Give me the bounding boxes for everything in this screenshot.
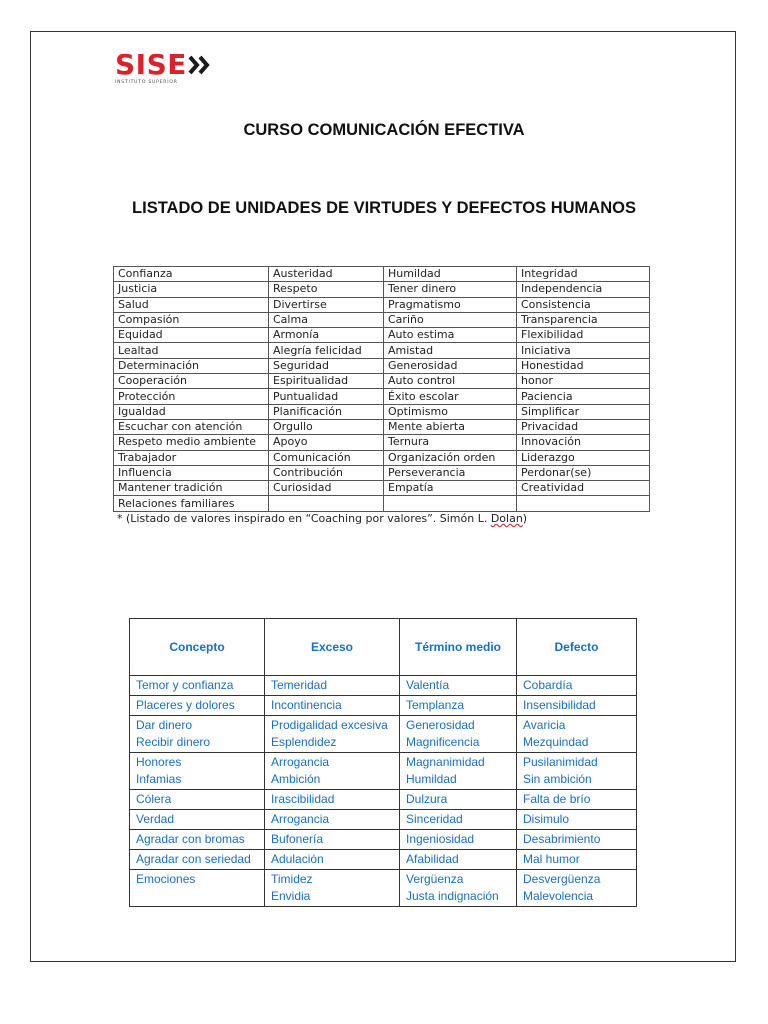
table-cell: Calma [269, 312, 384, 327]
table-row [114, 450, 650, 465]
table-cell [265, 870, 400, 907]
table-row [130, 850, 637, 870]
table-cell [517, 496, 650, 511]
table-cell: Orgullo [269, 419, 384, 434]
table-cell: Tener dinero [384, 282, 517, 297]
cell-line: Sin ambición [523, 772, 592, 786]
table-cell [400, 830, 517, 850]
table-cell: Equidad [114, 328, 269, 343]
table-cell: Apoyo [269, 435, 384, 450]
table-cell [517, 696, 637, 716]
cell-line: Placeres y dolores [136, 698, 235, 712]
table-cell: Seguridad [269, 358, 384, 373]
table-cell [265, 696, 400, 716]
table-cell: Justicia [114, 282, 269, 297]
table-cell: Cariño [384, 312, 517, 327]
table-cell: Mente abierta [384, 419, 517, 434]
table-row [114, 389, 650, 404]
cell-line: Temor y confianza [136, 678, 234, 692]
logo-subtitle: INSTITUTO SUPERIOR [115, 80, 178, 85]
cell-line: Cólera [136, 792, 172, 806]
table-cell [130, 716, 265, 753]
table-cell: Austeridad [269, 267, 384, 282]
table-cell [384, 496, 517, 511]
table-row [114, 419, 650, 434]
cell-line: Temeridad [271, 678, 328, 692]
note-author: Dolan [490, 512, 523, 525]
table-row [114, 328, 650, 343]
table-cell: Divertirse [269, 297, 384, 312]
cell-line: Humildad [406, 772, 457, 786]
table-cell: Integridad [517, 267, 650, 282]
table-cell: Generosidad [384, 358, 517, 373]
cell-line: Templanza [406, 698, 465, 712]
table-row [114, 267, 650, 282]
table-cell: Planificación [269, 404, 384, 419]
table-cell: Empatía [384, 481, 517, 496]
table-row [114, 297, 650, 312]
table-cell: Curiosidad [269, 481, 384, 496]
table-cell: Comunicación [269, 450, 384, 465]
cell-line: Honores [136, 755, 182, 769]
table-cell: Auto control [384, 374, 517, 389]
table-cell: Liderazgo [517, 450, 650, 465]
table-cell: Espiritualidad [269, 374, 384, 389]
cell-line: Afabilidad [406, 852, 459, 866]
note-close: ) [522, 512, 528, 525]
cell-line: Ambición [271, 772, 321, 786]
table-cell [130, 830, 265, 850]
cell-line: Incontinencia [271, 698, 342, 712]
cell-line: Recibir dinero [136, 735, 211, 749]
table-cell: Transparencia [517, 312, 650, 327]
cell-line: Envidia [271, 889, 311, 903]
table-row [130, 676, 637, 696]
table-cell: Trabajador [114, 450, 269, 465]
table-cell [400, 716, 517, 753]
table-row [114, 374, 650, 389]
list-title: LISTADO DE UNIDADES DE VIRTUDES Y DEFECTOS HUMANOS [132, 199, 636, 217]
table-cell: Honestidad [517, 358, 650, 373]
cell-line: Falta de brío [523, 792, 591, 806]
table-cell: Escuchar con atención [114, 419, 269, 434]
table-cell: Paciencia [517, 389, 650, 404]
cell-line: Avaricia [523, 718, 566, 732]
cell-line: Irascibilidad [271, 792, 335, 806]
table-cell: Humildad [384, 267, 517, 282]
table-row [130, 830, 637, 850]
table-cell: Puntualidad [269, 389, 384, 404]
cell-line: Dar dinero [136, 718, 193, 732]
table-cell: Innovación [517, 435, 650, 450]
table-row [130, 753, 637, 790]
source-note [117, 512, 527, 525]
table-cell [400, 696, 517, 716]
table-cell [265, 790, 400, 810]
table-cell: Cooperación [114, 374, 269, 389]
cell-line: Generosidad [406, 718, 475, 732]
table-cell [517, 716, 637, 753]
cell-line: Desvergüenza [523, 872, 601, 886]
cell-line: Timidez [271, 872, 313, 886]
table-cell [269, 496, 384, 511]
table-cell: Flexibilidad [517, 328, 650, 343]
cell-line: Bufonería [271, 832, 324, 846]
table-cell: Ternura [384, 435, 517, 450]
table-row [114, 435, 650, 450]
table-cell: Salud [114, 297, 269, 312]
table-cell: Alegría felicidad [269, 343, 384, 358]
table-cell [400, 870, 517, 907]
table-cell: Consistencia [517, 297, 650, 312]
cell-line: Dulzura [406, 792, 448, 806]
column-header: Concepto [130, 619, 265, 676]
table-cell: Iniciativa [517, 343, 650, 358]
table-cell [517, 850, 637, 870]
table-cell: Igualdad [114, 404, 269, 419]
cell-line: Prodigalidad excesiva [271, 718, 388, 732]
table-row [130, 716, 637, 753]
cell-line: Vergüenza [406, 872, 464, 886]
course-title: CURSO COMUNICACIÓN EFECTIVA [243, 121, 525, 139]
table-cell: Influencia [114, 465, 269, 480]
table-cell [265, 830, 400, 850]
table-cell: Independencia [517, 282, 650, 297]
table-cell: Optimismo [384, 404, 517, 419]
column-header: Término medio [400, 619, 517, 676]
table-cell [130, 850, 265, 870]
table-cell [517, 830, 637, 850]
cell-line: Agradar con seriedad [136, 852, 251, 866]
table-cell: Éxito escolar [384, 389, 517, 404]
cell-line: Pusilanimidad [523, 755, 598, 769]
table-cell: Compasión [114, 312, 269, 327]
table-row [114, 358, 650, 373]
table-row [114, 404, 650, 419]
cell-line: Cobardía [523, 678, 573, 692]
cell-line: Arrogancia [271, 755, 330, 769]
note-text: * (Listado de valores inspirado en “Coaching por valores”. Simón L. [117, 512, 491, 525]
table-cell [130, 870, 265, 907]
cell-line: Infamias [136, 772, 182, 786]
table-cell: Pragmatismo [384, 297, 517, 312]
table-cell: Creatividad [517, 481, 650, 496]
cell-line: Emociones [136, 872, 196, 886]
table-cell [130, 810, 265, 830]
table-cell: Armonía [269, 328, 384, 343]
table-cell: Determinación [114, 358, 269, 373]
cell-line: Ingeniosidad [406, 832, 475, 846]
column-header: Defecto [517, 619, 637, 676]
table-cell: Relaciones familiares [114, 496, 269, 511]
cell-line: Insensibilidad [523, 698, 596, 712]
cell-line: Disimulo [523, 812, 570, 826]
cell-line: Esplendidez [271, 735, 337, 749]
table-row [114, 481, 650, 496]
table-cell [400, 753, 517, 790]
table-cell [517, 790, 637, 810]
table-cell: Respeto [269, 282, 384, 297]
table-cell: Contribución [269, 465, 384, 480]
table-cell [400, 810, 517, 830]
table-row [114, 496, 650, 511]
virtues-table [113, 266, 650, 512]
table-row [130, 810, 637, 830]
aspects-table [129, 618, 637, 907]
table-row [114, 282, 650, 297]
cell-line: Magnificencia [406, 735, 480, 749]
cell-line: Arrogancia [271, 812, 330, 826]
table-cell: Organización orden [384, 450, 517, 465]
table-cell: Respeto medio ambiente [114, 435, 269, 450]
table-cell [130, 790, 265, 810]
table-cell: Auto estima [384, 328, 517, 343]
table-row [114, 343, 650, 358]
table-cell [517, 870, 637, 907]
cell-line: Mezquindad [523, 735, 589, 749]
chevron-arrows-icon [188, 54, 212, 76]
cell-line: Justa indignación [406, 889, 499, 903]
cell-line: Sinceridad [406, 812, 463, 826]
table-cell [130, 753, 265, 790]
table-row [114, 312, 650, 327]
table-cell [265, 810, 400, 830]
table-cell [517, 676, 637, 696]
cell-line: Agradar con bromas [136, 832, 245, 846]
table-cell [130, 676, 265, 696]
table-cell: Simplificar [517, 404, 650, 419]
table-cell: Perseverancia [384, 465, 517, 480]
table-cell [265, 676, 400, 696]
sise-logo [115, 50, 187, 90]
table-cell: Lealtad [114, 343, 269, 358]
table-cell [130, 696, 265, 716]
table-cell: Perdonar(se) [517, 465, 650, 480]
table-cell [517, 810, 637, 830]
table-cell: honor [517, 374, 650, 389]
cell-line: Desabrimiento [523, 832, 601, 846]
column-header: Exceso [265, 619, 400, 676]
table-cell [400, 790, 517, 810]
table-row [130, 790, 637, 810]
table-cell [517, 753, 637, 790]
table-cell: Amistad [384, 343, 517, 358]
table-row [130, 870, 637, 907]
cell-line: Adulación [271, 852, 324, 866]
cell-line: Mal humor [523, 852, 580, 866]
logo-wordmark: SISE [115, 48, 187, 81]
cell-line: Magnanimidad [406, 755, 485, 769]
cell-line: Verdad [136, 812, 175, 826]
cell-line: Valentía [406, 678, 450, 692]
table-cell [400, 850, 517, 870]
table-cell [265, 850, 400, 870]
table-row [114, 465, 650, 480]
table-cell: Privacidad [517, 419, 650, 434]
table-cell: Mantener tradición [114, 481, 269, 496]
table-row [130, 696, 637, 716]
table-cell: Protección [114, 389, 269, 404]
table-cell: Confianza [114, 267, 269, 282]
table-cell [400, 676, 517, 696]
table-cell [265, 716, 400, 753]
table-cell [265, 753, 400, 790]
cell-line: Malevolencia [523, 889, 594, 903]
